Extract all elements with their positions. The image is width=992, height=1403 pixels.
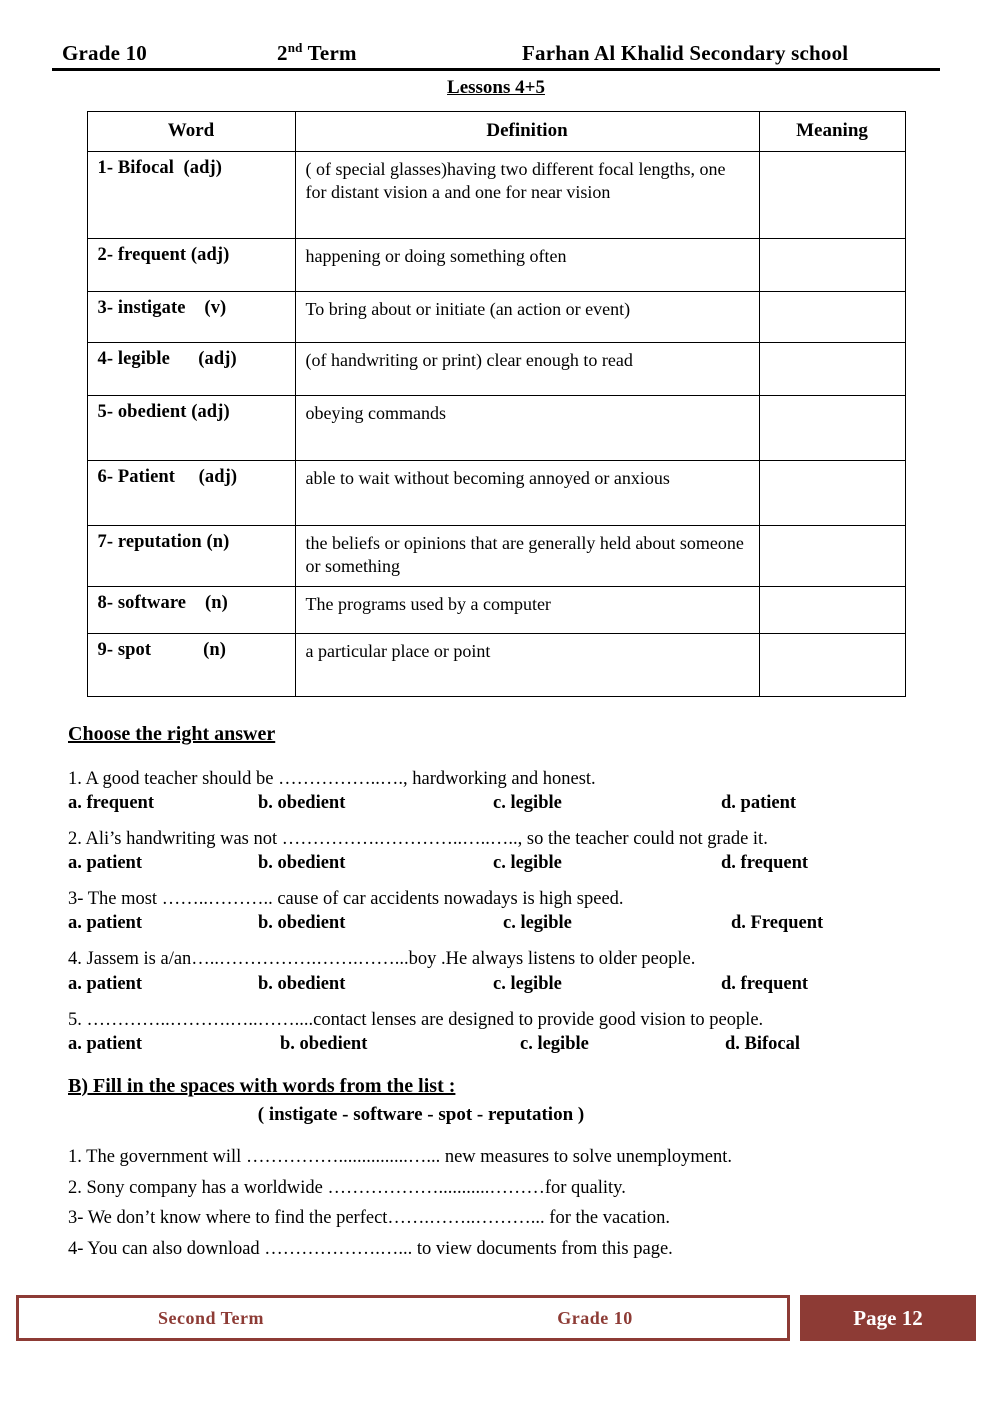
- table-row: [87, 343, 905, 396]
- choice-option-b[interactable]: b. obedient: [258, 973, 346, 994]
- cell-definition: a particular place or point: [295, 634, 759, 697]
- cell-meaning: [759, 396, 905, 461]
- table-row: [87, 634, 905, 697]
- choose-section-heading: Choose the right answer: [68, 723, 276, 746]
- footer-grade-label: Grade 10: [557, 1307, 633, 1328]
- cell-meaning: [759, 292, 905, 343]
- cell-word: 5- obedient (adj): [87, 396, 295, 461]
- table-row: [87, 461, 905, 526]
- choice-option-c[interactable]: c. legible: [493, 853, 562, 874]
- page-footer: [16, 1295, 976, 1341]
- cell-meaning: [759, 587, 905, 634]
- fill-word-list: ( instigate - software - spot - reputation ): [257, 1103, 585, 1125]
- column-header-word: Word: [87, 112, 295, 152]
- column-header-definition: Definition: [295, 112, 759, 152]
- cell-meaning: [759, 152, 905, 239]
- table-row: [87, 587, 905, 634]
- column-header-meaning: Meaning: [759, 112, 905, 152]
- choice-row: [68, 793, 940, 814]
- cell-definition: the beliefs or opinions that are generally held about someone or something: [295, 526, 759, 587]
- footer-term-label: Second Term: [157, 1307, 264, 1328]
- question-text: 1. A good teacher should be ……………..…., hardworking and honest.: [68, 769, 596, 790]
- cell-word: 3- instigate (v): [87, 292, 295, 343]
- cell-word: 2- frequent (adj): [87, 239, 295, 292]
- choice-option-c[interactable]: c. legible: [493, 973, 562, 994]
- question-text: 3- The most ……..……….. cause of car accidents nowadays is high speed.: [68, 889, 624, 910]
- cell-definition: happening or doing something often: [295, 239, 759, 292]
- choice-option-a[interactable]: a. patient: [68, 973, 142, 994]
- choice-option-d[interactable]: d. Bifocal: [725, 1033, 801, 1054]
- question-text: 4. Jassem is a/an…..…………….…….……...boy .He always listens to older people.: [68, 949, 696, 970]
- choice-option-d[interactable]: d. frequent: [721, 973, 809, 994]
- cell-definition: ( of special glasses)having two different focal lengths, one for distant vision a and one for near vision: [295, 152, 759, 239]
- cell-word: 1- Bifocal (adj): [87, 152, 295, 239]
- cell-word: 9- spot (n): [87, 634, 295, 697]
- question-item: [68, 768, 940, 814]
- cell-definition: (of handwriting or print) clear enough to read: [295, 343, 759, 396]
- vocabulary-table: [87, 111, 906, 697]
- choice-option-a[interactable]: a. patient: [68, 1033, 142, 1054]
- cell-meaning: [759, 461, 905, 526]
- header-term-ordinal: nd: [287, 40, 303, 55]
- cell-word: 8- software (n): [87, 587, 295, 634]
- choice-row: [68, 913, 940, 934]
- document-header: [52, 40, 940, 68]
- table-row: [87, 526, 905, 587]
- table-row: [87, 396, 905, 461]
- table-row: [87, 239, 905, 292]
- cell-definition: obeying commands: [295, 396, 759, 461]
- choice-option-d[interactable]: d. frequent: [721, 853, 809, 874]
- choice-row: [68, 853, 940, 874]
- fill-item: 3- We don’t know where to find the perfect…….……..………... for the vacation.: [68, 1208, 671, 1229]
- cell-definition: able to wait without becoming annoyed or anxious: [295, 461, 759, 526]
- choice-option-a[interactable]: a. frequent: [68, 793, 154, 814]
- header-term: [277, 40, 522, 66]
- question-text: 5. …………..……….…..……....contact lenses are designed to provide good vision to people.: [68, 1009, 764, 1030]
- choice-option-b[interactable]: b. obedient: [258, 793, 346, 814]
- header-grade: Grade 10: [62, 41, 148, 65]
- choice-option-d[interactable]: d. patient: [721, 793, 797, 814]
- cell-meaning: [759, 343, 905, 396]
- choice-option-a[interactable]: a. patient: [68, 913, 142, 934]
- cell-word: 7- reputation (n): [87, 526, 295, 587]
- cell-meaning: [759, 634, 905, 697]
- header-term-number: 2: [277, 41, 288, 65]
- cell-meaning: [759, 239, 905, 292]
- fill-item: 1. The government will ……………...............…... new measures to solve unemployment.: [68, 1146, 733, 1167]
- cell-word: 4- legible (adj): [87, 343, 295, 396]
- cell-word: 6- Patient (adj): [87, 461, 295, 526]
- choice-option-b[interactable]: b. obedient: [280, 1033, 368, 1054]
- footer-page-number: Page 12: [800, 1295, 976, 1341]
- choice-option-c[interactable]: c. legible: [493, 793, 562, 814]
- question-item: [68, 948, 940, 994]
- header-school: Farhan Al Khalid Secondary school: [522, 41, 849, 65]
- table-header-row: [87, 112, 905, 152]
- question-item: [68, 828, 940, 874]
- question-item: [68, 888, 940, 934]
- choice-option-b[interactable]: b. obedient: [258, 913, 346, 934]
- choice-option-b[interactable]: b. obedient: [258, 853, 346, 874]
- question-text: 2. Ali’s handwriting was not …………….…………..…..….., so the teacher could not grade it.: [68, 829, 768, 850]
- fill-item: 2. Sony company has a worldwide ………………...........………for quality.: [68, 1177, 626, 1198]
- footer-banner: [16, 1295, 790, 1341]
- lesson-title: Lessons 4+5: [447, 77, 545, 98]
- fill-item: 4- You can also download ……………….…... to view documents from this page.: [68, 1239, 673, 1260]
- table-row: [87, 152, 905, 239]
- fill-section-heading: B) Fill in the spaces with words from the list :: [68, 1074, 456, 1097]
- table-row: [87, 292, 905, 343]
- cell-definition: To bring about or initiate (an action or event): [295, 292, 759, 343]
- header-divider: [52, 68, 940, 71]
- choice-option-c[interactable]: c. legible: [520, 1033, 589, 1054]
- question-item: [68, 1009, 940, 1055]
- choice-row: [68, 974, 940, 995]
- cell-meaning: [759, 526, 905, 587]
- choice-option-a[interactable]: a. patient: [68, 853, 142, 874]
- choice-option-d[interactable]: d. Frequent: [731, 913, 824, 934]
- cell-definition: The programs used by a computer: [295, 587, 759, 634]
- header-term-word: Term: [302, 41, 357, 65]
- choice-option-c[interactable]: c. legible: [503, 913, 572, 934]
- choice-row: [68, 1034, 940, 1055]
